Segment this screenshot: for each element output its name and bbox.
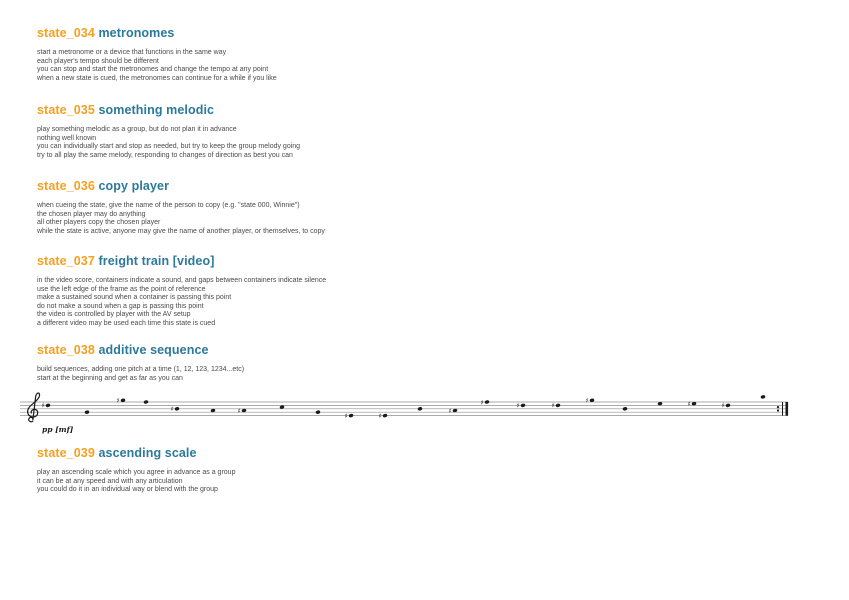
state-number: state_038 xyxy=(37,343,95,357)
note-head xyxy=(725,403,730,407)
note-head xyxy=(760,395,765,399)
section-body xyxy=(37,469,827,495)
note-heads xyxy=(42,395,766,420)
body-line: when cueing the state, give the name of the person to copy (e.g. "state 000, Winnie") xyxy=(37,202,300,209)
body-line: the video is controlled by player with the AV setup xyxy=(37,311,191,318)
body-line: in the video score, containers indicate a sound, and gaps between containers indicate silence xyxy=(37,277,327,284)
section-state-034 xyxy=(37,27,827,83)
music-staff xyxy=(10,388,810,438)
state-title: metronomes xyxy=(98,26,175,40)
body-line: it can be at any speed and with any articulation xyxy=(37,477,183,485)
sharp-accidental: ♯ xyxy=(378,411,382,420)
note-head xyxy=(84,410,89,414)
note-head xyxy=(143,400,148,404)
note-head xyxy=(484,400,489,404)
state-number: state_034 xyxy=(37,26,95,40)
body-line: play something melodic as a group, but do not plan it in advance xyxy=(37,126,237,133)
note-head xyxy=(315,410,320,414)
state-number: state_039 xyxy=(37,446,95,460)
note-head xyxy=(555,403,560,407)
state-title: copy player xyxy=(98,179,170,193)
body-line: each player's tempo should be different xyxy=(37,57,159,65)
sharp-accidental: ♯ xyxy=(448,406,452,415)
sharp-accidental: ♯ xyxy=(344,411,348,420)
note-head xyxy=(622,407,627,411)
section-heading xyxy=(37,180,827,193)
section-body xyxy=(37,49,827,83)
sharp-accidental: ♯ xyxy=(721,401,725,410)
section-state-036 xyxy=(37,180,827,236)
state-number: state_037 xyxy=(37,254,95,268)
body-line: use the left edge of the frame as the point of reference xyxy=(37,285,206,293)
state-title: freight train [video] xyxy=(98,254,215,268)
body-line: try to all play the same melody, responding to changes of direction as best you can xyxy=(37,151,293,159)
note-head xyxy=(417,407,422,411)
section-body xyxy=(37,277,827,328)
state-title: ascending scale xyxy=(98,446,197,460)
music-staff-svg xyxy=(10,388,810,438)
body-line: a different video may be used each time this state is cued xyxy=(37,319,216,327)
body-line: play an ascending scale which you agree in advance as a group xyxy=(37,469,236,476)
note-head xyxy=(45,403,50,407)
sharp-accidental: ♯ xyxy=(551,401,555,410)
note-head xyxy=(382,413,387,417)
sharp-accidental: ♯ xyxy=(585,396,589,405)
section-heading xyxy=(37,255,827,268)
score-instructions-page xyxy=(37,27,827,495)
state-number: state_036 xyxy=(37,179,95,193)
body-line: start at the beginning and get as far as you can xyxy=(37,374,183,382)
body-line: you can individually start and stop as needed, but try to keep the group melody going xyxy=(37,143,301,150)
section-state-038 xyxy=(37,344,827,438)
body-line: the chosen player may do anything xyxy=(37,210,146,218)
section-heading xyxy=(37,447,827,460)
section-body xyxy=(37,366,827,383)
body-line: start a metronome or a device that functions in the same way xyxy=(37,49,227,56)
section-state-035 xyxy=(37,104,827,160)
section-heading xyxy=(37,344,827,357)
body-line: you could do it in an individual way or blend with the group xyxy=(37,486,218,493)
sharp-accidental: ♯ xyxy=(480,398,484,407)
body-line: when a new state is cued, the metronomes can continue for a while if you like xyxy=(37,74,277,82)
note-head xyxy=(348,413,353,417)
body-line: make a sustained sound when a container is passing this point xyxy=(37,294,232,301)
note-head xyxy=(174,407,179,411)
sharp-accidental: ♯ xyxy=(41,401,45,410)
dynamics-marking: pp [mf] xyxy=(42,425,74,434)
section-heading xyxy=(37,27,827,40)
note-head xyxy=(520,403,525,407)
sharp-accidental: ♯ xyxy=(516,401,520,410)
state-title: something melodic xyxy=(98,103,215,117)
treble-clef-icon xyxy=(28,393,40,422)
sharp-accidental: ♯ xyxy=(687,400,691,408)
state-title: additive sequence xyxy=(98,343,209,357)
state-number: state_035 xyxy=(37,103,95,117)
section-body xyxy=(37,202,827,236)
body-line: nothing well known xyxy=(37,134,97,142)
body-line: do not make a sound when a gap is passing this point xyxy=(37,302,204,310)
sharp-accidental: ♯ xyxy=(116,396,120,405)
staff-lines xyxy=(20,402,788,416)
body-line: build sequences, adding one pitch at a time (1, 12, 123, 1234...etc) xyxy=(37,366,245,373)
section-heading xyxy=(37,104,827,117)
sharp-accidental: ♯ xyxy=(170,405,174,414)
body-line: all other players copy the chosen player xyxy=(37,219,161,226)
section-state-039 xyxy=(37,447,827,495)
body-line: you can stop and start the metronomes and change the tempo at any point xyxy=(37,66,269,73)
section-body xyxy=(37,126,827,160)
body-line: while the state is active, anyone may give the name of another player, or themselves, to copy xyxy=(37,227,325,235)
sharp-accidental: ♯ xyxy=(237,406,241,415)
section-state-037 xyxy=(37,255,827,328)
